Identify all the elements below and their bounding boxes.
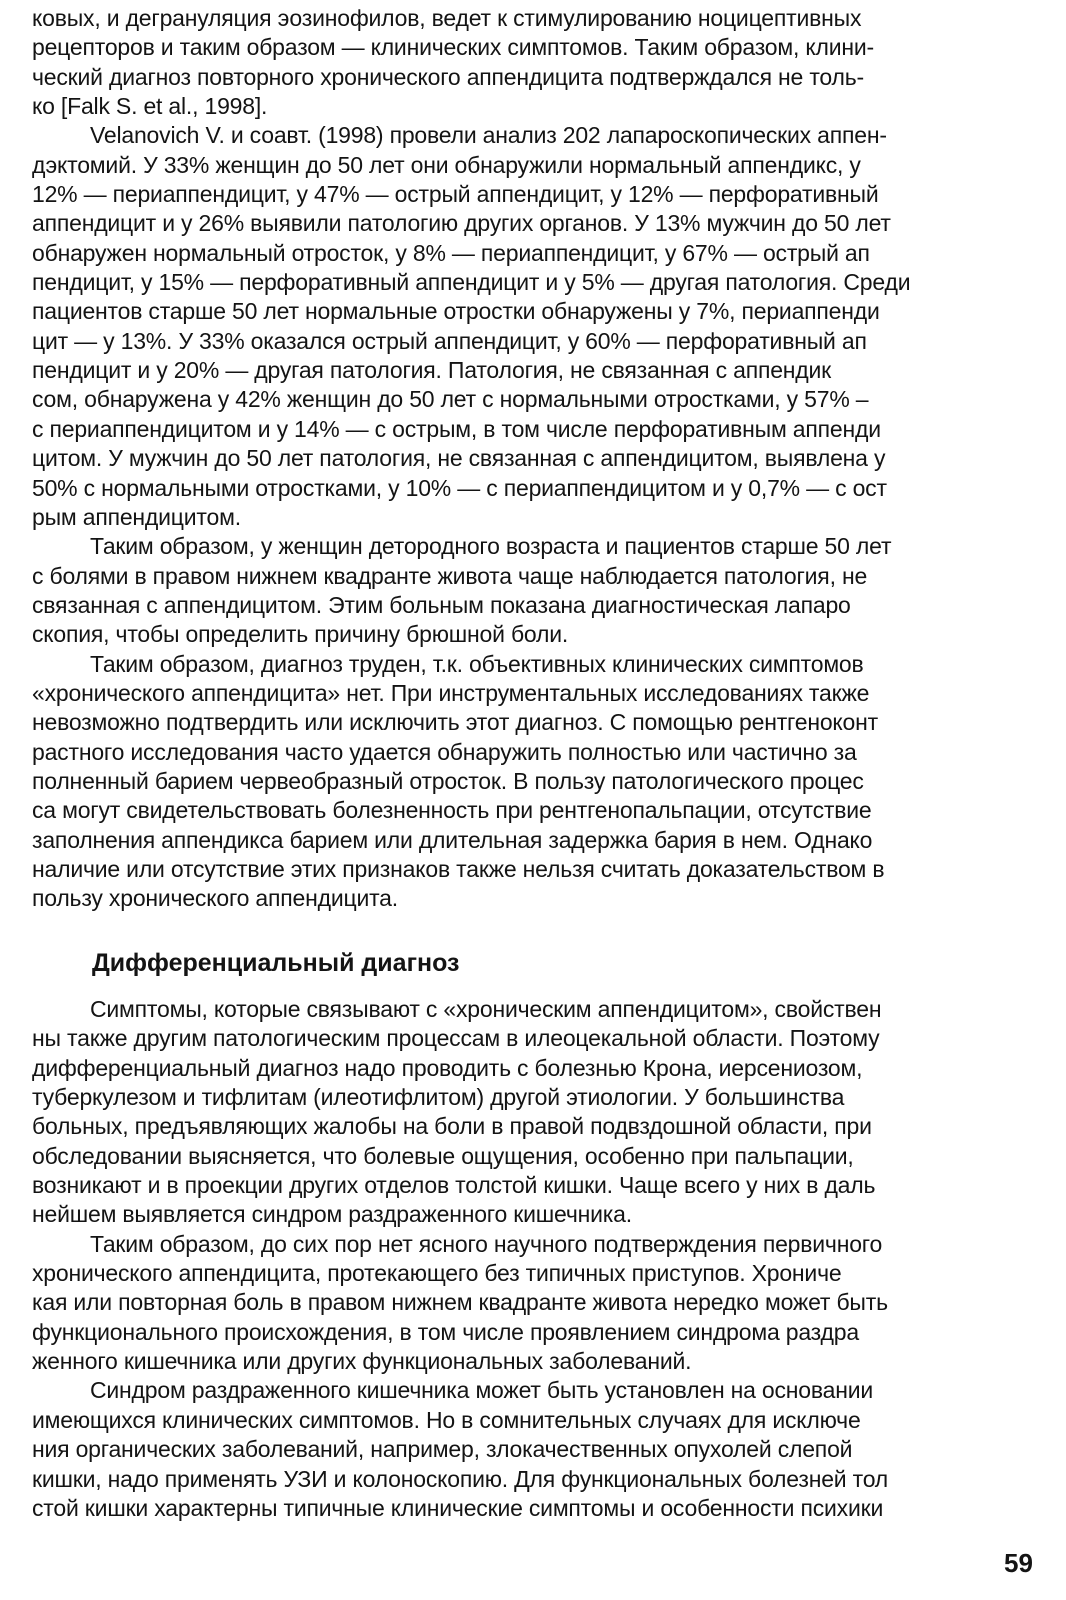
- text-line: ковых, и дегрануляция эозинофилов, ведет к стимулированию ноцицептивных: [32, 5, 862, 31]
- text-line: дэктомий. У 33% женщин до 50 лет они обнаружили нормальный аппендикс, у: [32, 151, 861, 178]
- text-line: наличие или отсутствие этих признаков также нельзя считать доказательством в: [32, 855, 885, 882]
- text-line: с болями в правом нижнем квадранте живота чаще наблюдается патология, не: [32, 562, 868, 589]
- text-line: сом, обнаружена у 42% женщин до 50 лет с нормальными отростками, у 57% –: [32, 386, 869, 413]
- text-line: связанная с аппендицитом. Этим больным показана диагностическая лапаро: [32, 591, 851, 618]
- text-line: рецепторов и таким образом — клинических симптомов. Таким образом, клини-: [32, 34, 874, 61]
- text-line: ны также другим патологическим процессам в илеоцекальной области. Поэтому: [32, 1025, 880, 1052]
- paragraph-start: Velanovich V. и соавт. (1998) провели анализ 202 лапароскопических аппен-: [90, 122, 887, 149]
- text-line: нейшем выявляется синдром раздраженного кишечника.: [32, 1201, 632, 1228]
- paragraph-start: Таким образом, у женщин детородного возраста и пациентов старше 50 лет: [90, 533, 892, 560]
- text-line: хронического аппендицита, протекающего без типичных приступов. Хрониче: [32, 1260, 842, 1287]
- text-line: невозможно подтвердить или исключить этот диагноз. С помощью рентгеноконт: [32, 709, 878, 736]
- text-line: возникают и в проекции других отделов толстой кишки. Чаще всего у них в даль: [32, 1172, 876, 1199]
- text-line: пользу хронического аппендицита.: [32, 885, 398, 912]
- text-line: ко [Falk S. et al., 1998].: [32, 93, 268, 120]
- text-line: стой кишки характерны типичные клинические симптомы и особенности психики: [32, 1494, 884, 1521]
- text-line: обнаружен нормальный отросток, у 8% — периаппендицит, у 67% — острый ап: [32, 239, 870, 266]
- text-line: ческий диагноз повторного хронического аппендицита подтверждался не толь-: [32, 63, 864, 90]
- text-line: цит — у 13%. У 33% оказался острый аппендицит, у 60% — перфоративный ап: [32, 327, 867, 354]
- text-line: пендицит и у 20% — другая патология. Патология, не связанная с аппендик: [32, 357, 832, 384]
- text-line: функционального происхождения, в том числе проявлением синдрома раздра: [32, 1318, 859, 1345]
- paragraph-start: Таким образом, диагноз труден, т.к. объективных клинических симптомов: [90, 650, 864, 677]
- page-number: 59: [1004, 1548, 1033, 1578]
- text-line: дифференциальный диагноз надо проводить с болезнью Крона, иерсениозом,: [32, 1054, 863, 1081]
- text-line: аппендицит и у 26% выявили патологию других органов. У 13% мужчин до 50 лет: [32, 210, 891, 237]
- text-line: «хронического аппендицита» нет. При инструментальных исследованиях также: [32, 679, 870, 706]
- text-block-top: [32, 4, 1066, 914]
- text-line: кая или повторная боль в правом нижнем квадранте живота нередко может быть: [32, 1289, 888, 1316]
- text-line: 50% с нормальными отростками, у 10% — с периаппендицитом и у 0,7% — с ост: [32, 474, 887, 501]
- text-line: имеющихся клинических симптомов. Но в сомнительных случаях для исключе: [32, 1406, 861, 1433]
- text-line: са могут свидетельствовать болезненность при рентгенопальпации, отсутствие: [32, 797, 872, 824]
- text-line: заполнения аппендикса барием или длительная задержка бария в нем. Однако: [32, 826, 873, 853]
- text-line: полненный барием червеобразный отросток. В пользу патологического процес: [32, 767, 864, 794]
- text-block-bottom: [32, 995, 1066, 1523]
- paragraph-start: Симптомы, которые связывают с «хроническим аппендицитом», свойствен: [90, 996, 882, 1022]
- text-line: с периаппендицитом и у 14% — с острым, в том числе перфоративным аппенди: [32, 415, 881, 442]
- text-line: больных, предъявляющих жалобы на боли в правой подвздошной области, при: [32, 1113, 872, 1140]
- text-line: 12% — периаппендицит, у 47% — острый аппендицит, у 12% — перфоративный: [32, 181, 879, 208]
- text-line: пациентов старше 50 лет нормальные отростки обнаружены у 7%, периаппенди: [32, 298, 880, 325]
- text-line: скопия, чтобы определить причину брюшной боли.: [32, 621, 569, 648]
- text-line: женного кишечника или других функциональных заболеваний.: [32, 1348, 692, 1375]
- paragraph-start: Синдром раздраженного кишечника может быть установлен на основании: [90, 1377, 874, 1404]
- text-line: ния органических заболеваний, например, злокачественных опухолей слепой: [32, 1436, 853, 1463]
- text-line: пендицит, у 15% — перфоративный аппендицит и у 5% — другая патология. Среди: [32, 269, 911, 296]
- text-line: туберкулезом и тифлитам (илеотифлитом) другой этиологии. У большинства: [32, 1084, 845, 1111]
- text-line: обследовании выясняется, что болевые ощущения, особенно при пальпации,: [32, 1142, 854, 1169]
- text-line: рым аппендицитом.: [32, 503, 241, 530]
- text-line: цитом. У мужчин до 50 лет патология, не связанная с аппендицитом, выявлена у: [32, 445, 886, 472]
- text-line: растного исследования часто удается обнаружить полностью или частично за: [32, 738, 857, 765]
- paragraph-start: Таким образом, до сих пор нет ясного научного подтверждения первичного: [90, 1230, 883, 1257]
- text-line: кишки, надо применять УЗИ и колоноскопию. Для функциональных болезней тол: [32, 1465, 889, 1492]
- section-heading: Дифференциальный диагноз: [92, 949, 460, 977]
